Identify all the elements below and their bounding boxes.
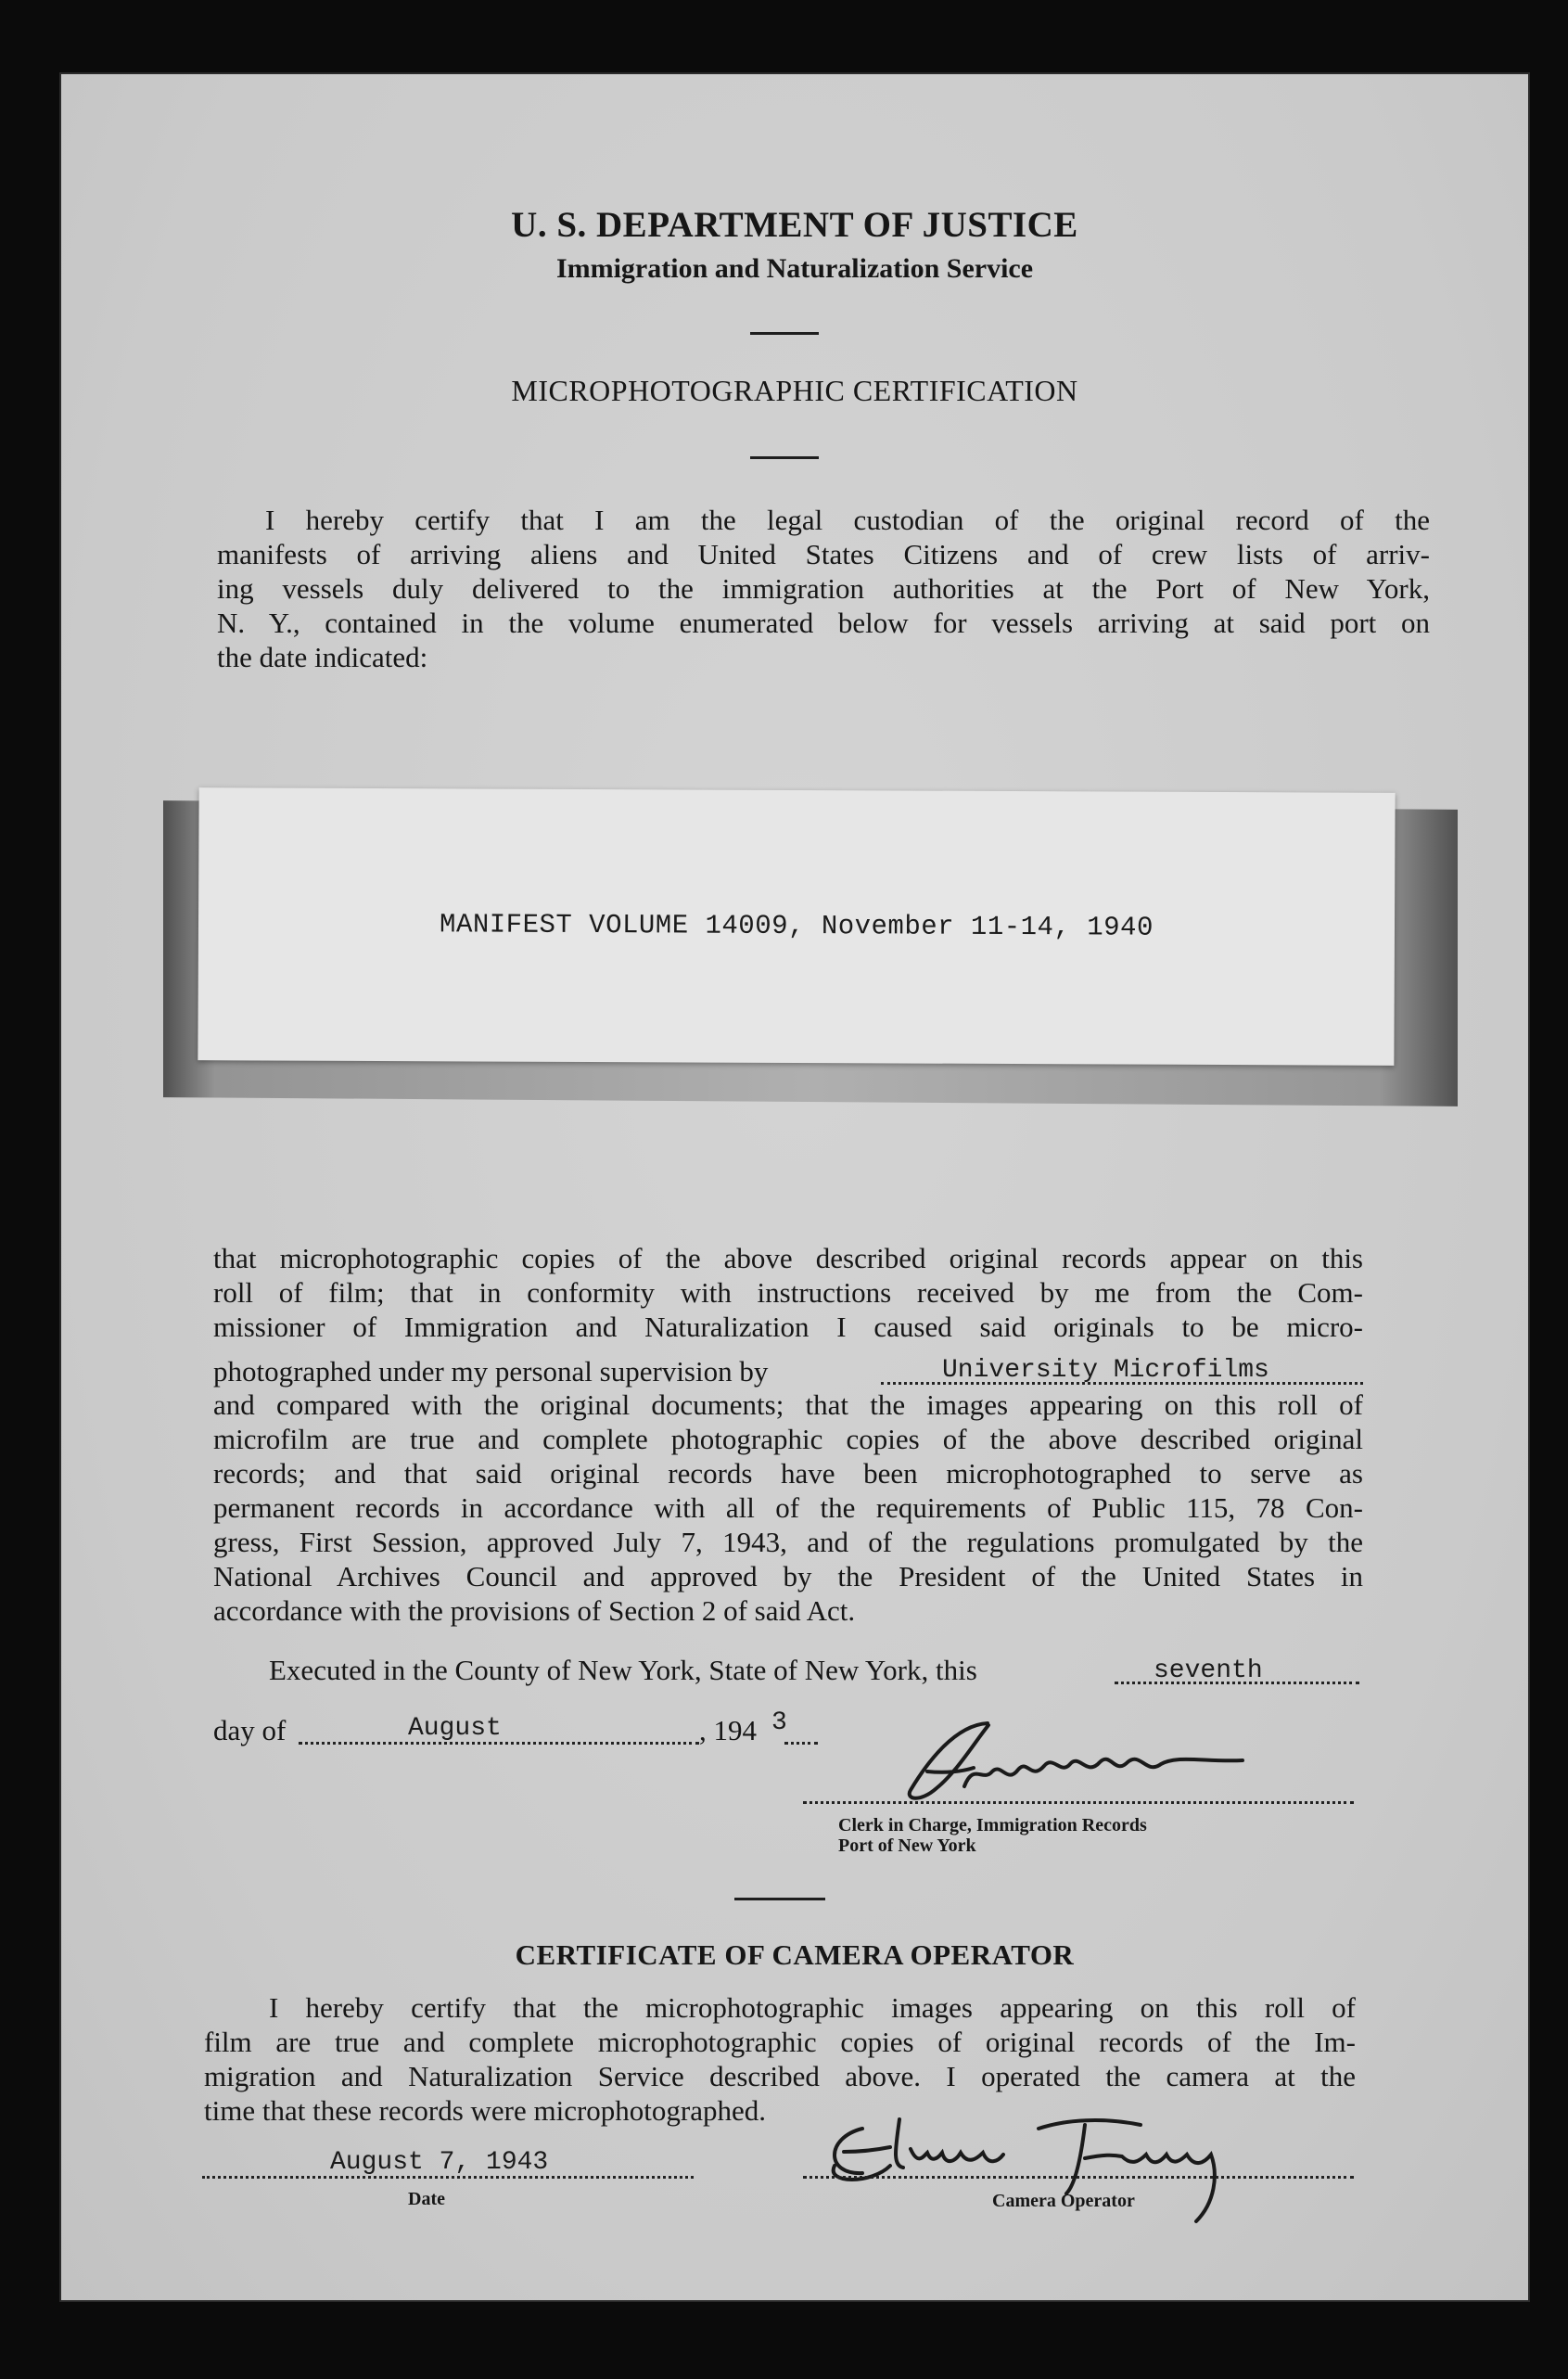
executed-prefix: Executed in the County of New York, State of New York, this xyxy=(269,1654,977,1686)
operator-signature-line xyxy=(803,2176,1354,2179)
supervisor-value: University Microfilms xyxy=(942,1356,1269,1385)
body-line: microfilm are true and complete photographic copies of the above described original xyxy=(213,1423,1363,1455)
body-line: records; and that said original records have been microphotographed to serve as xyxy=(213,1457,1363,1490)
day-of-label: day of xyxy=(213,1714,287,1746)
clerk-title-line1: Clerk in Charge, Immigration Records xyxy=(838,1815,1147,1835)
date-value: August 7, 1943 xyxy=(330,2148,549,2177)
intro-line: manifests of arriving aliens and United States Citizens and of crew lists of arriv- xyxy=(217,538,1430,570)
body-paragraph-top xyxy=(213,1241,1363,1344)
manifest-strip xyxy=(198,787,1395,1066)
intro-line: ing vessels duly delivered to the immigration authorities at the Port of New York, xyxy=(217,572,1430,605)
body-paragraph-bottom xyxy=(213,1388,1363,1628)
supervision-prefix: photographed under my personal supervision by xyxy=(213,1355,769,1388)
body-line: accordance with the provisions of Section 2 of said Act. xyxy=(213,1594,856,1627)
camera-line: migration and Naturalization Service described above. I operated the camera at the xyxy=(204,2060,1356,2092)
intro-line: N. Y., contained in the volume enumerated below for vessels arriving at said port on xyxy=(217,607,1430,639)
camera-operator-signature xyxy=(807,2101,1326,2240)
header-divider xyxy=(750,332,819,335)
year-prefix: , 194 xyxy=(699,1714,757,1746)
camera-line: film are true and complete microphotographic copies of original records of the Im- xyxy=(204,2026,1356,2058)
camera-operator-label: Camera Operator xyxy=(992,2191,1135,2211)
department-heading: U. S. DEPARTMENT OF JUSTICE xyxy=(511,205,1078,245)
intro-paragraph xyxy=(217,503,1430,674)
clerk-title-line2: Port of New York xyxy=(838,1835,976,1856)
body-line: roll of film; that in conformity with instructions received by me from the Com- xyxy=(213,1276,1363,1309)
year-digit: 3 xyxy=(771,1708,787,1737)
clerk-signature-line xyxy=(803,1801,1354,1804)
camera-line: time that these records were microphotographed. xyxy=(204,2094,766,2127)
certification-title: MICROPHOTOGRAPHIC CERTIFICATION xyxy=(511,374,1078,407)
camera-divider xyxy=(734,1898,825,1900)
body-line: missioner of Immigration and Naturalization I caused said originals to be micro- xyxy=(213,1311,1363,1343)
date-label: Date xyxy=(408,2189,445,2209)
intro-line: the date indicated: xyxy=(217,641,428,673)
body-line: and compared with the original documents; that the images appearing on this roll of xyxy=(213,1388,1363,1421)
service-subheading: Immigration and Naturalization Service xyxy=(555,253,1034,284)
intro-line: I hereby certify that I am the legal custodian of the original record of the xyxy=(265,504,1430,536)
camera-certificate-title: CERTIFICATE OF CAMERA OPERATOR xyxy=(515,1938,1075,1971)
year-dotted-line xyxy=(784,1742,818,1745)
camera-line: I hereby certify that the microphotographic images appearing on this roll of xyxy=(269,1991,1356,2024)
body-line: permanent records in accordance with all of the requirements of Public 115, 78 Con- xyxy=(213,1491,1363,1524)
body-line: that microphotographic copies of the above described original records appear on this xyxy=(213,1242,1363,1274)
manifest-label: MANIFEST VOLUME 14009, November 11-14, 1940 xyxy=(440,909,1154,943)
day-value: seventh xyxy=(1154,1656,1263,1685)
body-line: gress, First Session, approved July 7, 1943, and of the regulations promulgated by the xyxy=(213,1526,1363,1558)
clerk-title xyxy=(838,1815,1147,1856)
title-divider xyxy=(750,456,819,459)
body-line: National Archives Council and approved by the President of the United States in xyxy=(213,1560,1363,1592)
month-value: August xyxy=(408,1714,502,1743)
